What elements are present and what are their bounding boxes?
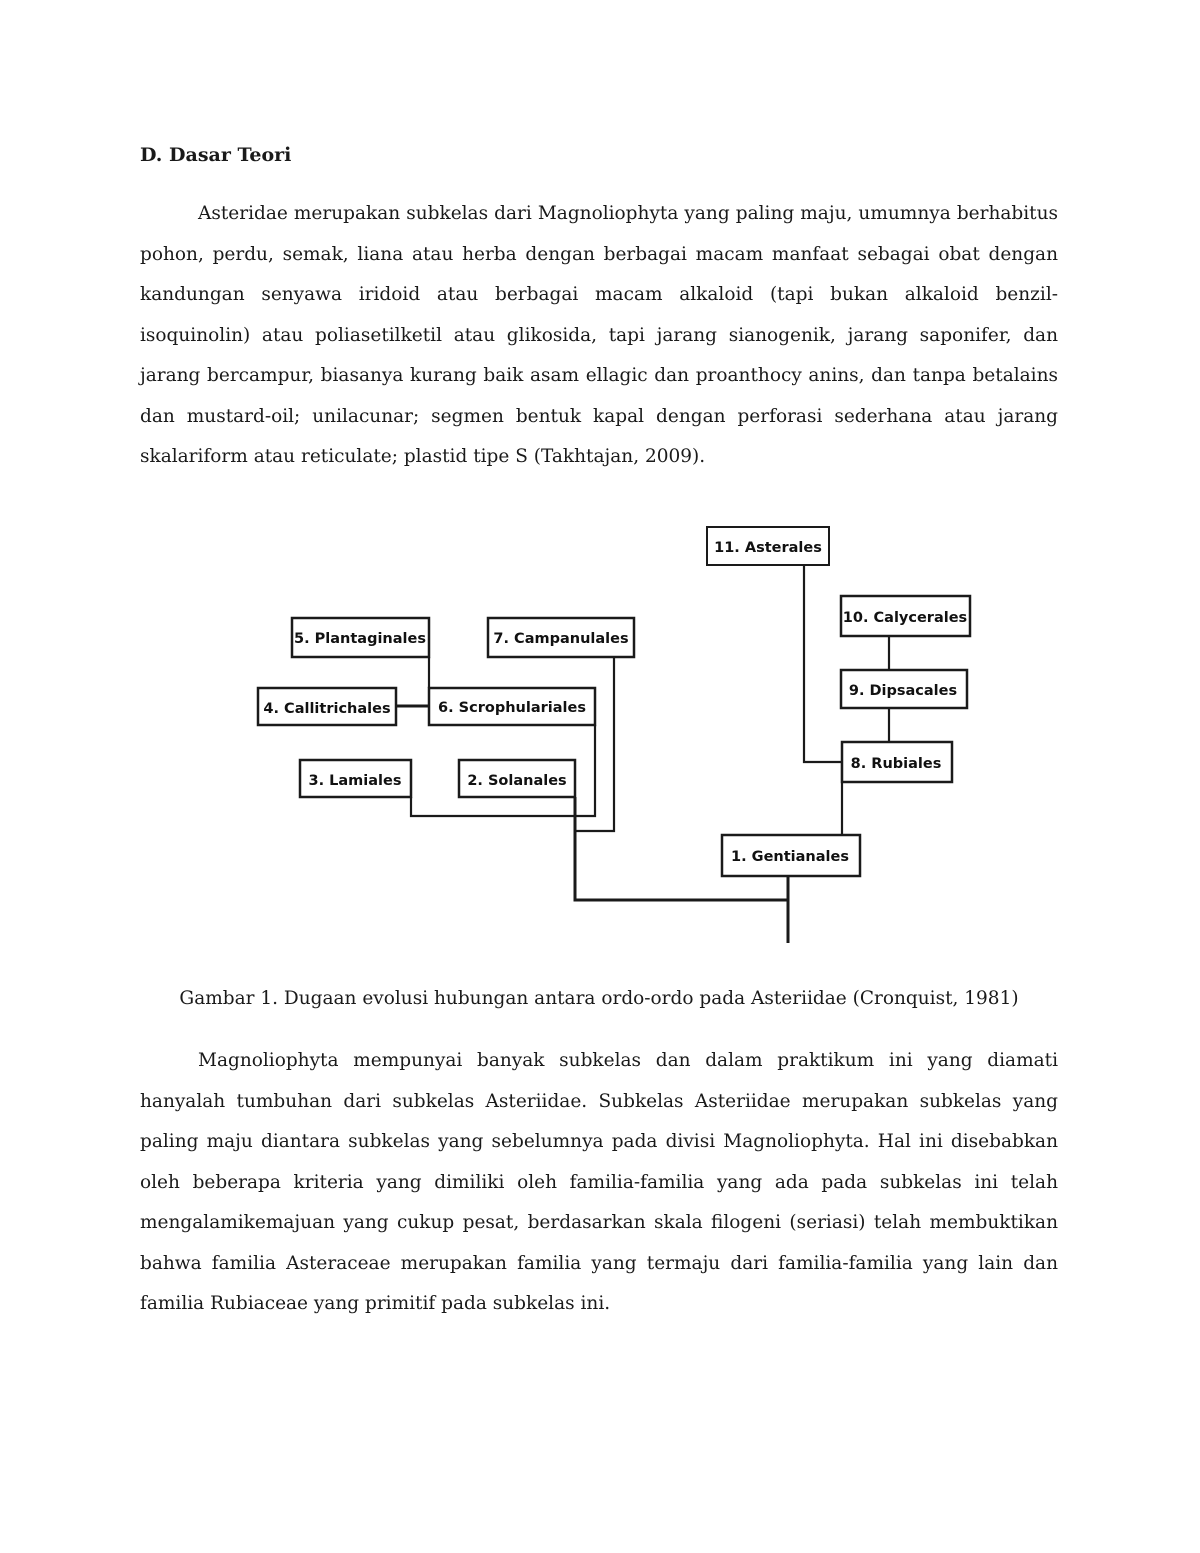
node-label-plantaginales: 5. Plantaginales xyxy=(294,631,426,647)
node-lamiales xyxy=(300,760,411,797)
node-label-calycerales: 10. Calycerales xyxy=(842,610,968,626)
node-rubiales xyxy=(842,742,952,782)
node-label-dipsacales: 9. Dipsacales xyxy=(848,683,958,699)
node-calycerales xyxy=(841,596,970,636)
node-gentianales xyxy=(722,835,860,876)
node-label-lamiales: 3. Lamiales xyxy=(308,773,402,789)
paragraph-asteridae: Asteridae merupakan subkelas dari Magnoliophyta yang paling maju, umumnya berhabitus pohon, perdu, semak, liana atau herba dengan berbagai macam manfaat sebagai obat dengan kandungan senyawa iridoid atau berbagai macam alkaloid (tapi bukan alkaloid benzil-isoquinolin) atau poliasetilketil atau glikosida, tapi jarang sianogenik, jarang saponifer, dan jarang bercampur, biasanya kurang baik asam ellagic dan proanthocy anins, dan tanpa betalains dan mustard-oil; unilacunar; segmen bentuk kapal dengan perforasi sederhana atau jarang skalariform atau reticulate; plastid tipe S (Takhtajan, 2009). xyxy=(140,203,1058,467)
node-campanulales xyxy=(488,618,634,657)
node-label-rubiales: 8. Rubiales xyxy=(850,756,942,772)
node-label-gentianales: 1. Gentianales xyxy=(731,849,849,865)
section-heading: D. Dasar Teori xyxy=(140,144,292,166)
node-plantaginales xyxy=(292,618,429,657)
node-label-solanales: 2. Solanales xyxy=(467,773,567,789)
node-asterales xyxy=(707,527,829,565)
node-label-scrophulariales: 6. Scrophulariales xyxy=(438,700,586,716)
node-scrophulariales xyxy=(429,688,595,725)
node-dipsacales xyxy=(841,670,967,708)
paragraph-magnoliophyta: Magnoliophyta mempunyai banyak subkelas dan dalam praktikum ini yang diamati hanyalah tumbuhan dari subkelas Asteriidae. Subkelas Asteriidae merupakan subkelas yang paling maju diantara subkelas yang sebelumnya pada divisi Magnoliophyta. Hal ini disebabkan oleh beberapa kriteria yang dimiliki oleh familia-familia yang ada pada subkelas ini telah mengalamikemajuan yang cukup pesat, berdasarkan skala filogeni (seriasi) telah membuktikan bahwa familia Asteraceae merupakan familia yang termaju dari familia-familia yang lain dan familia Rubiaceae yang primitif pada subkelas ini. xyxy=(140,1050,1058,1314)
node-callitrichales xyxy=(258,688,396,725)
node-solanales xyxy=(459,760,575,797)
edge-asterales-rubiales xyxy=(804,565,842,762)
node-label-campanulales: 7. Campanulales xyxy=(493,631,629,647)
node-label-asterales: 11. Asterales xyxy=(714,540,822,556)
diagram-edges xyxy=(396,565,889,943)
figure-caption: Gambar 1. Dugaan evolusi hubungan antara ordo-ordo pada Asteriidae (Cronquist, 1981) xyxy=(179,988,1019,1009)
node-label-callitrichales: 4. Callitrichales xyxy=(263,701,391,717)
